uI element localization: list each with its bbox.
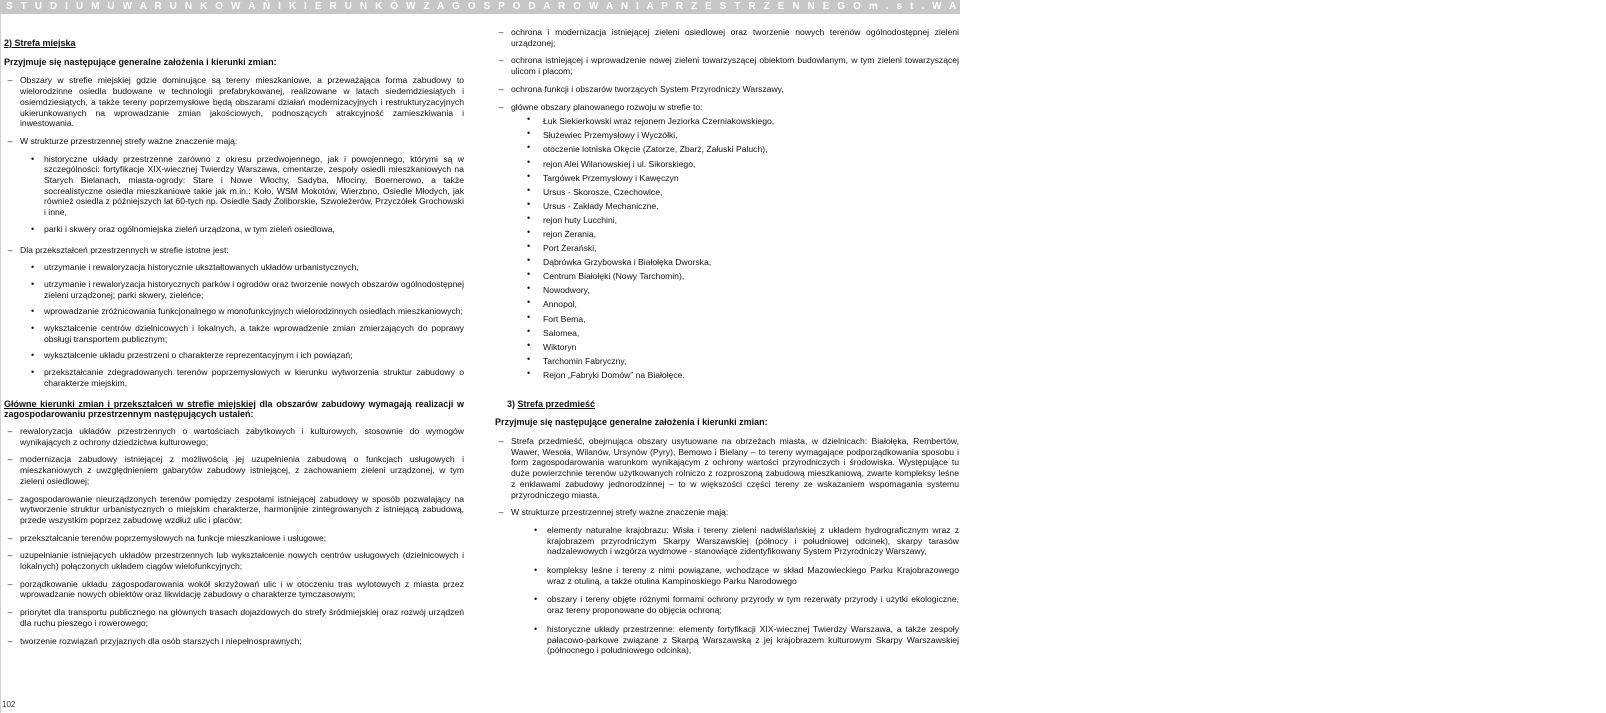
bullet-list bbox=[531, 525, 959, 656]
running-header: S T U D I U M U W A R U N K O W A Ń I K I E R U N K Ó W Z A G O S P O D A R O W A N I A P R Z E S T R Z E N N E G O m . s t . W A R S Z A W Y K I E R U N K I Z A G O S P O D A R O W A N I A P R Z E S T R Z E N N E G O bbox=[0, 0, 960, 14]
list-item: • rejon Alei Wilanowskiej i ul. Sikorskiego, bbox=[527, 156, 696, 169]
list-item: • Targówek Przemysłowy i Kawęczyn bbox=[527, 170, 679, 183]
list-item: • historyczne układy przestrzenne zarówno z okresu przedwojennego, jak i powojennego, którymi są w szczególności: fortyfikacje XIX-wiecznej Twierdzy Warszawa, cmentarze, zespoły osiedli mieszkaniowych na Starych Bielanach, miasta-ogrody: Stare i Nowe Włochy, Sadyba, Młociny, Boernerowo, a także socrealistyczne osiedla mieszkaniowe takie jak m.in.: Koło, WSM Mokotów, Wierzbno, Osiedle Młodych, jak również osiedla z późniejszych lat 60-tych np. Osiedle Sady Żoliborskie, Szwoleżerów, Przyczółek Grochowski i inne, bbox=[31, 153, 464, 218]
dash-paragraph: – Dla przekształceń przestrzennych w strefie istotne jest: bbox=[4, 245, 464, 256]
dash-paragraph: – rewaloryzacja układów przestrzennych o wartościach zabytkowych i kulturowych, stosownie do wymogów wynikających z ochrony dziedzictwa kulturowego; bbox=[7, 425, 464, 447]
list-item: • Centrum Białołęki (Nowy Tarchomin), bbox=[527, 269, 685, 282]
list-item: • przekształcanie zdegradowanych terenów poprzemysłowych w kierunku wytworzenia struktur zabudowy o charakterze miejskim, bbox=[31, 367, 464, 388]
right-column bbox=[495, 27, 959, 666]
list-item: • elementy naturalne krajobrazu: Wisła i tereny zieleni nadwiślańskiej z układem hydrograficznym wraz z krajobrazem przyrodniczym Skarpy Warszawskiej (północy i południowej odcinek), skarpy tarasów nadzalewowych i wzgórza wydmowe - stanowiące zidentyfikowany System Przyrodniczy Warszawy, bbox=[534, 524, 959, 557]
dash-marker: – bbox=[7, 75, 13, 86]
section-intro: Przyjmuje się następujące generalne założenia i kierunki zmian: bbox=[495, 417, 768, 428]
dash-paragraph: – ochrona istniejącej i wprowadzenie nowej zieleni towarzyszącej obiektom budowlanym, w tym zieleni towarzyszącej ulicom i placom; bbox=[498, 55, 959, 77]
dash-paragraph: – tworzenie rozwiązań przyjaznych dla osób starszych i niepełnosprawnych; bbox=[7, 635, 302, 646]
list-item: • parki i skwery oraz ogólnomiejska zieleń urządzona, w tym zieleń osiedlowa, bbox=[31, 223, 335, 234]
dash-marker: – bbox=[7, 244, 13, 255]
list-item: • Fort Bema, bbox=[527, 311, 586, 324]
bullet-list bbox=[28, 262, 464, 388]
page-margin-line bbox=[0, 14, 1, 713]
list-item: • kompleksy leśne i tereny z nimi powiązane, wchodzące w skład Mazowieckiego Parku Krajobrazowego wraz z otuliną, a także otulina Kampinoskiego Parku Narodowego bbox=[534, 565, 959, 586]
list-item: • Annopol, bbox=[527, 297, 577, 310]
list-item: • wykształcenie centrów dzielnicowych i lokalnych, a także wprowadzenie zmian zmierzających do poprawy obsługi transportem publicznym; bbox=[31, 323, 464, 344]
section-intro: Przyjmuje się następujące generalne założenia i kierunki zmian: bbox=[4, 56, 277, 67]
dash-paragraph: – zagospodarowanie nieurządzonych terenów pomiędzy zespołami istniejącej zabudowy w sposób pozwalający na wytworzenie struktur urbanistycznych o miejskim charakterze, harmonijnie zintegrowanych z istniejącą zabudową, przede wszystkim poprzez zabudowę wzdłuż ulic i placów; bbox=[7, 493, 464, 525]
dash-paragraph: – W strukturze przestrzennej strefy ważne znaczenie mają: bbox=[4, 136, 464, 147]
list-item: • Służewiec Przemysłowy i Wyczółki, bbox=[527, 128, 678, 141]
list-item: • Ursus - Zakłady Mechaniczne, bbox=[527, 198, 659, 211]
dash-paragraph: – porządkowanie układu zagospodarowania wokół skrzyżowań ulic i w otoczeniu tras wylotowych z miasta przez wprowadzanie nowych obiektów oraz likwidację zabudowy o charakterze tymczasowym; bbox=[7, 578, 464, 600]
section-title-3: 3) Strefa przedmieść bbox=[507, 398, 596, 409]
list-item: • Ursus - Skorosze, Czechowice, bbox=[527, 184, 663, 197]
dash-paragraph: – Obszary w strefie miejskiej gdzie dominujące są tereny mieszkaniowe, a przeważająca forma zabudowy to wielorodzinne osiedla budowane w technologii prefabrykowanej, realizowane w latach siedemdziesiątych i osiemdziesiątych, a także tereny poprzemysłowe będą obszarami działań modernizacyjnych i restrukturyzacyjnych ukierunkowanych na wprowadzanie zmian jakościowych, podnoszących atrakcyjność zamieszkiwania i inwestowania. bbox=[4, 75, 464, 129]
list-item: • rejon huty Lucchini, bbox=[527, 212, 618, 225]
dash-paragraph: – główne obszary planowanego rozwoju w strefie to: bbox=[498, 101, 703, 112]
list-item: • Salomea, bbox=[527, 325, 580, 338]
dash-paragraph: – ochrona funkcji i obszarów tworzących System Przyrodniczy Warszawy, bbox=[498, 83, 784, 94]
bullet-list bbox=[28, 154, 464, 235]
list-item: • wprowadzanie zróżnicowania funkcjonalnego w monofunkcyjnych wielorodzinnych osiedlach mieszkaniowych; bbox=[31, 306, 463, 317]
list-item: • utrzymanie i rewaloryzacja historycznych parków i ogrodów oraz tworzenie nowych obszarów ogólnodostępnej zieleni urządzonej; parki skwery, zieleńce; bbox=[31, 278, 464, 300]
left-column bbox=[4, 38, 464, 653]
list-item: • Rejon „Fabryki Domów” na Białołęce. bbox=[527, 367, 685, 380]
list-item: • otoczenie lotniska Okęcie (Zatorze, Zbarż, Załuski Paluch), bbox=[527, 142, 768, 155]
page-number: 102 bbox=[2, 700, 16, 709]
dash-paragraph: – ochrona i modernizacja istniejącej zieleni osiedlowej oraz tworzenie nowych terenów ogólnodostępnej zieleni urządzonej; bbox=[498, 27, 959, 48]
dash-marker: – bbox=[7, 135, 13, 146]
list-item: • Nowodwory, bbox=[527, 283, 590, 296]
dash-paragraph: – modernizacja zabudowy istniejącej z możliwością jej uzupełnienia zabudową o funkcjach usługowych i mieszkaniowych z uwzględnieniem gabarytów zabudowy istniejącej, z zachowaniem zieleni urządzonej, w tym zieleni osiedlowej; bbox=[7, 454, 464, 486]
dash-paragraph: – uzupełnianie istniejących układów przestrzennych lub wykształcenie nowych centrów usługowych (dzielnicowych i lokalnych) połączonych układem ciągów wielofunkcyjnych; bbox=[7, 550, 464, 572]
list-item: • rejon Żerania, bbox=[527, 226, 597, 239]
development-areas-list bbox=[525, 116, 959, 380]
list-item: • Tarchomin Fabryczny, bbox=[527, 353, 627, 366]
list-item: • wykształcenie układu przestrzeni o charakterze reprezentacyjnym i ich powiązań; bbox=[31, 350, 353, 361]
list-item: • historyczne układy przestrzenne: elementy fortyfikacji XIX-wiecznej Twierdzy Warszawa, a także zespoły pałacowo-parkowe związane z Skarpą Warszawską z jej krajobrazem kulturowym Skarpy Warszawskiej (północnego i południowego odcinka), bbox=[534, 623, 959, 656]
list-item: • Port Żerański, bbox=[527, 241, 597, 254]
list-item: • utrzymanie i rewaloryzacja historycznie ukształtowanych układów urbanistycznych, bbox=[31, 262, 359, 273]
section-title-2: 2) Strefa miejska bbox=[4, 38, 76, 48]
goals-heading: Główne kierunki zmian i przekształceń w strefie miejskiej dla obszarów zabudowy wymagają realizacji w zagospodarowaniu przestrzennym następujących ustaleń: bbox=[4, 398, 464, 420]
dash-paragraph: – priorytet dla transportu publicznego na głównych trasach dojazdowych do strefy śródmiejskiej oraz rozwój urządzeń dla ruchu pieszego i rowerowego; bbox=[7, 607, 464, 628]
list-item: • Wiktoryn bbox=[527, 339, 577, 352]
list-item: • Dąbrówka Grzybowska i Białołęka Dworska, bbox=[527, 255, 712, 268]
dash-paragraph: – W strukturze przestrzennej strefy ważne znaczenie mają: bbox=[498, 507, 729, 518]
dash-paragraph: – Strefa przedmieść, obejmująca obszary usytuowane na obrzeżach miasta, w dzielnicach: Białołęka, Rembertów, Wawer, Wesoła, Wilanów, Ursynów (Pyry), Bemowo i Bielany – to tereny wymagające podporządkowania sposobu i form zagospodarowania warunkom wynikającym z ochrony wartości przyrodniczych i środowiska. Występujące tu duże powierzchnie terenów użytkowanych rolniczo z rozproszoną zabudową mieszkaniową, zwarte kompleksy leśne z enklawami zabudowy jednorodzinnej – to w większości części tereny ze wskazaniem wspomagania systemu przyrodniczego miasta. bbox=[498, 436, 959, 500]
list-item: • Łuk Siekierkowski wraz rejonem Jeziorka Czerniakowskiego, bbox=[527, 114, 775, 127]
list-item: • obszary i tereny objęte różnymi formami ochrony przyrody w tym rezerwaty przyrody i użytki ekologiczne, oraz tereny proponowane do objęcia ochroną; bbox=[534, 594, 959, 616]
dash-paragraph: – przekształcanie terenów poprzemysłowych na funkcje mieszkaniowe i usługowe; bbox=[7, 532, 327, 543]
